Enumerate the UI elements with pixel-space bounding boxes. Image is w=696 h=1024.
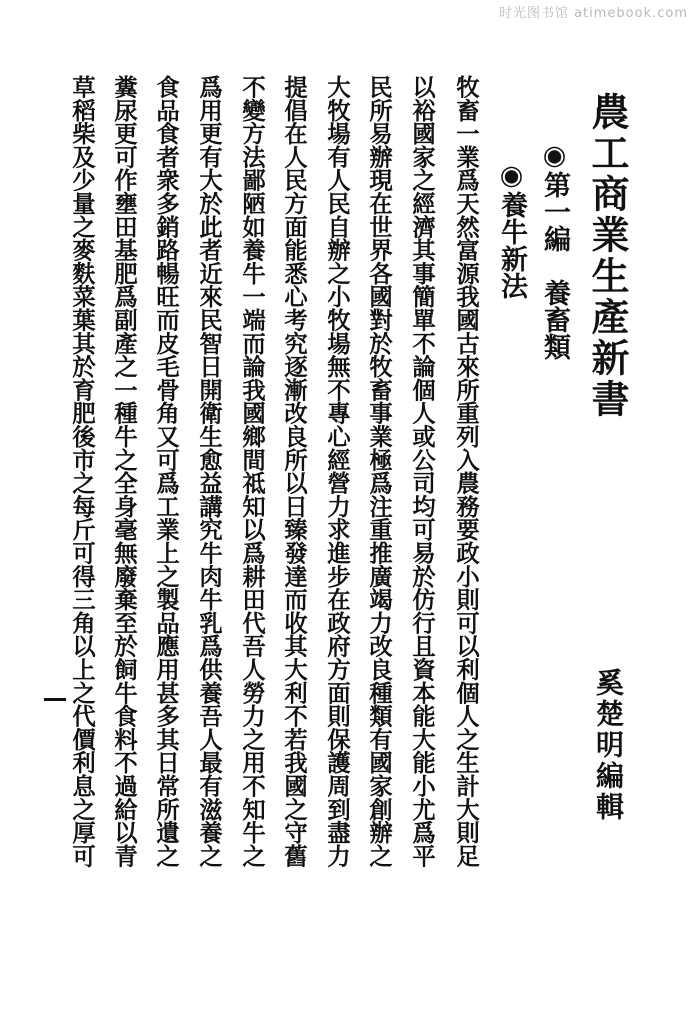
body-line: 以裕國家之經濟其事簡單不論個人或公司均可易於仿行且資本能大能小尤爲平 [408,75,435,868]
body-line: 食品食者衆多銷路暢旺而皮毛骨角又可爲工業上之製品應用甚多其日常所遺之 [152,75,179,868]
body-line: 草稻柴及少量之麥麩菜葉其於育肥後市之每斤可得三角以上之代價利息之厚可 [68,75,95,868]
watermark: 时光图书馆 atimebook.com [498,6,688,21]
subsection-heading: ◉養牛新法 [496,160,527,299]
body-line: 提倡在人民方面能悉心考究逐漸改良所以日臻發達而收其大利不若我國之守舊 [280,75,307,868]
book-title: 農工商業生產新書 [585,92,630,420]
body-line: 牧畜一業爲天然富源我國古來所重列入農務要政小則可以利個人之生計大則足 [452,75,479,868]
body-line: 爲用更有大於此者近來民智日開衛生愈益講究牛肉牛乳爲供養吾人最有滋養之 [195,75,222,868]
body-line: 民所易辦現在世界各國對於牧畜事業極爲注重推廣竭力改良種類有國家創辦之 [365,75,392,868]
body-line: 糞尿更可作壅田基肥爲副產之一種牛之全身毫無廢棄至於飼牛食料不過給以青 [110,75,137,868]
page-number-mark [44,698,66,701]
author-credit: 奚楚明編輯 [592,668,625,823]
page-number [44,698,45,699]
body-line: 不變方法鄙陋如養牛一端而論我國鄉間祗知以爲耕田代吾人勞力之用不知牛之 [238,75,265,868]
section-heading: ◉第一編 養畜類 [539,140,570,360]
body-line: 大牧場有人民自辦之小牧場無不專心經營力求進步在政府方面則保護周到盡力 [323,75,350,868]
